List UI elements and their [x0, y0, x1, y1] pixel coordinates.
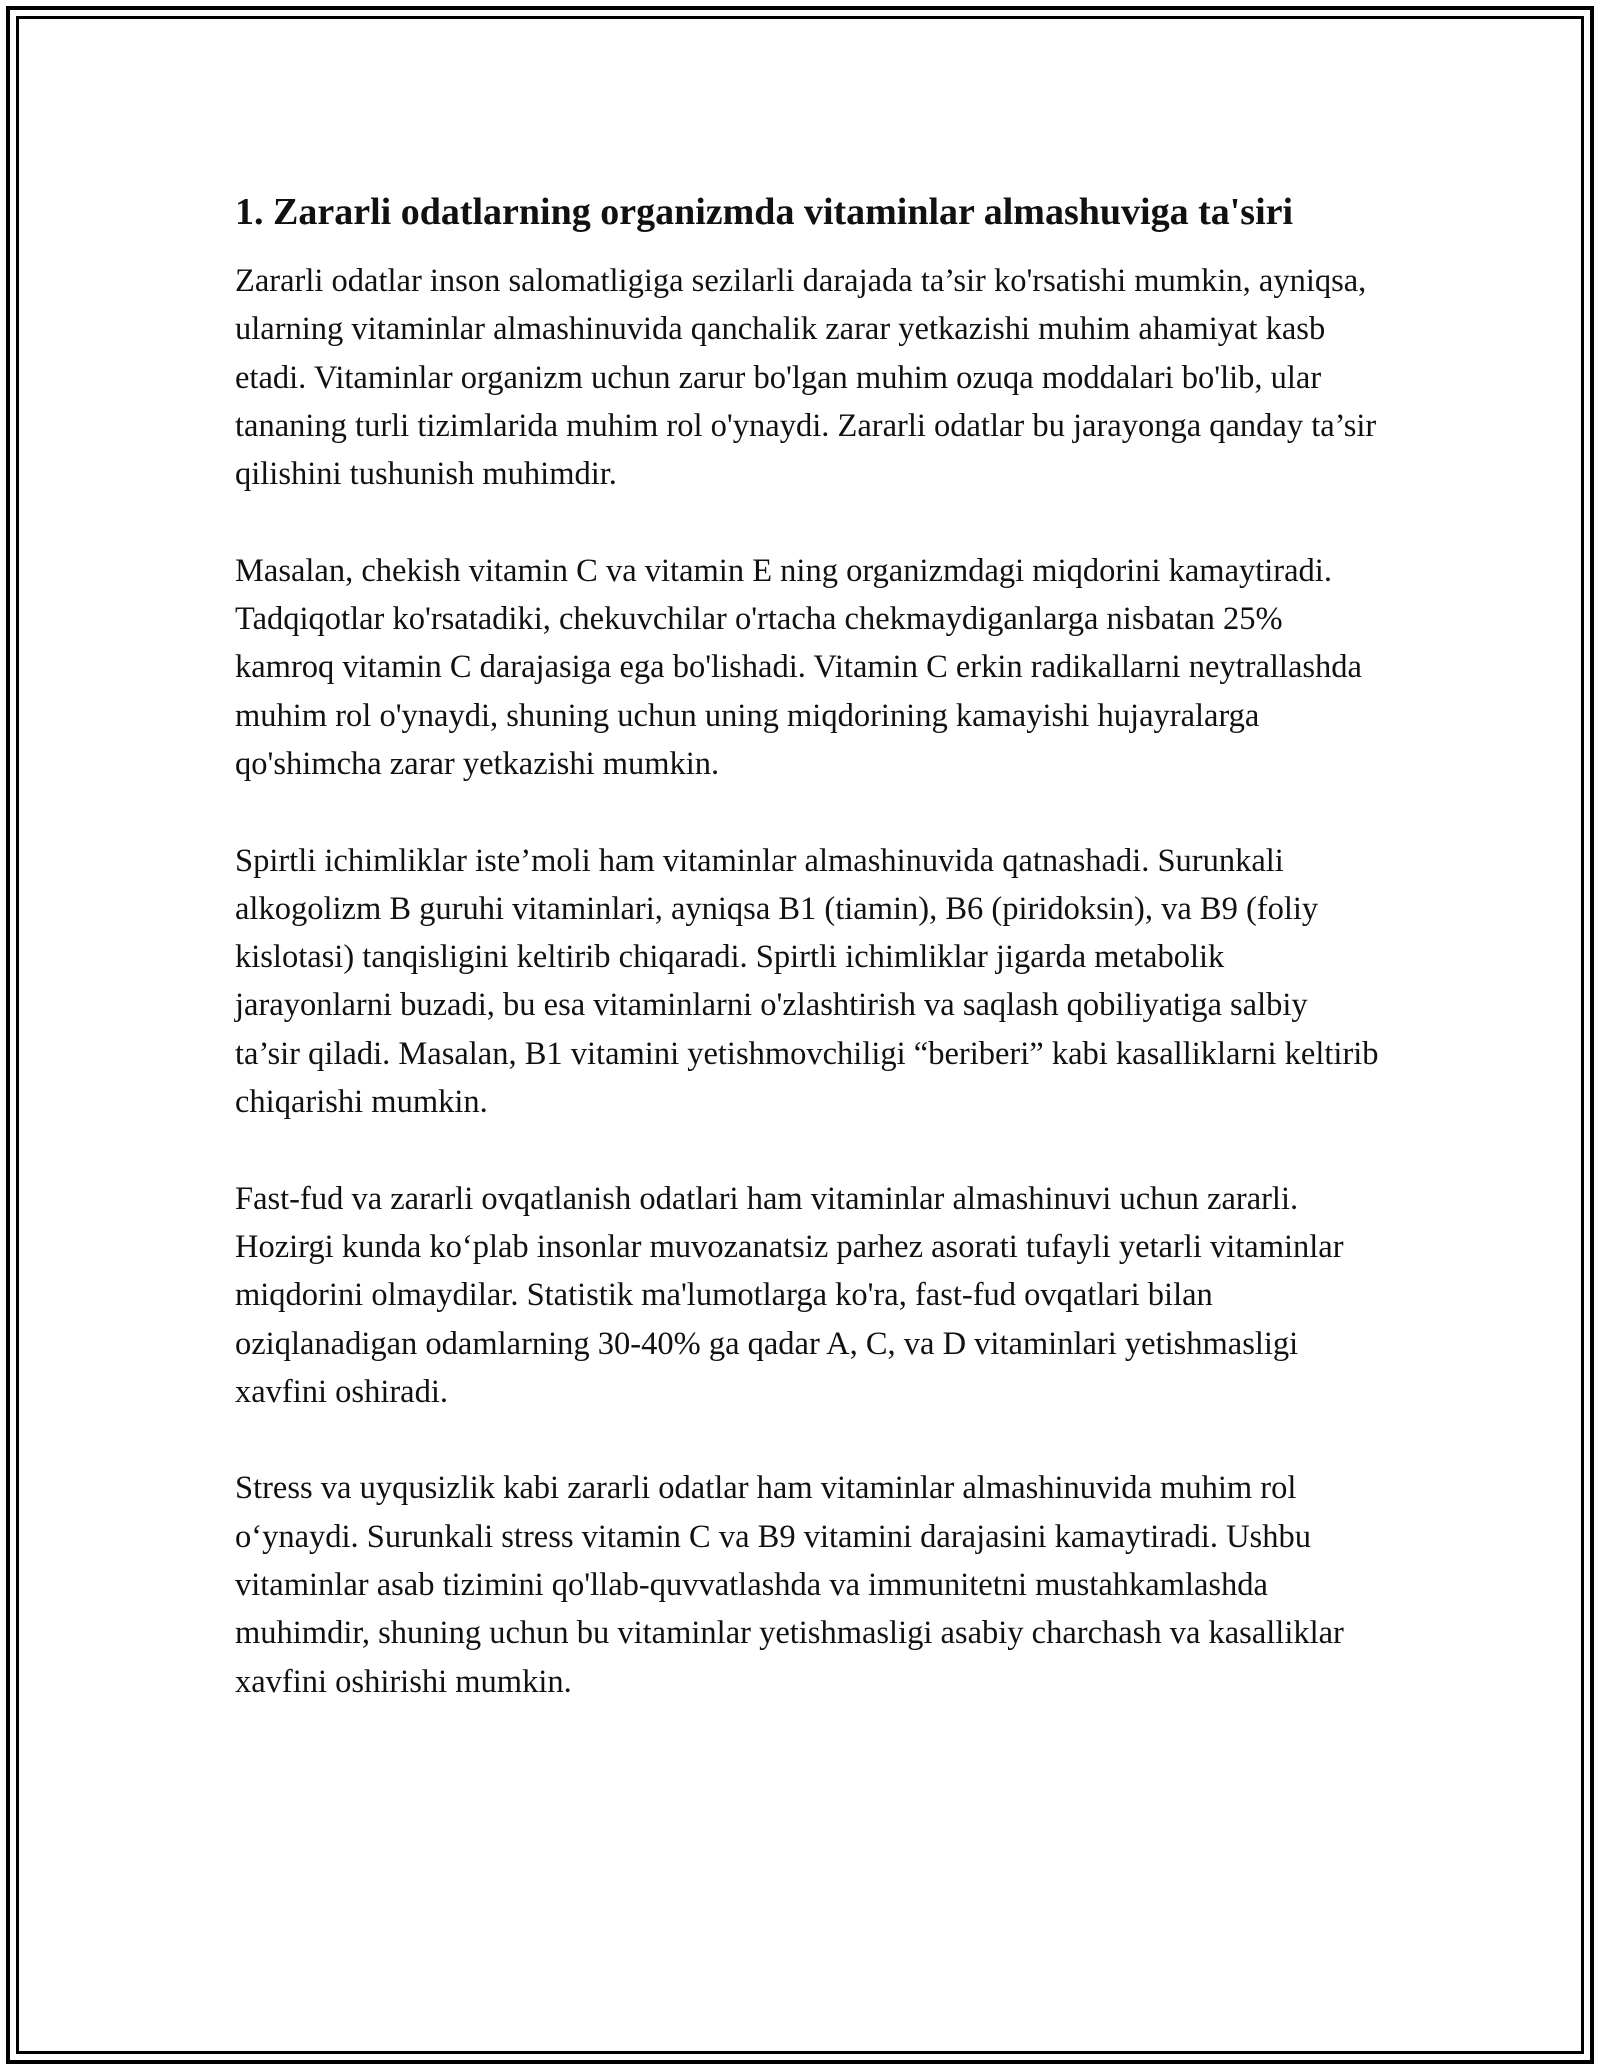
- paragraph-intro: Zararli odatlar inson salomatligiga sezilarli darajada ta’sir ko'rsatishi mumkin, ayniqsa, ularning vitaminlar almashinuvida qanchalik zarar yetkazishi muhim ahamiyat kasb etadi. Vitaminlar organizm uchun zarur bo'lgan muhim ozuqa moddalari bo'lib, ular tananing turli tizimlarida muhim rol o'ynaydi. Zararli odatlar bu jarayonga qanday ta’sir qilishini tushunish muhimdir.: [235, 263, 1377, 493]
- paragraph-alcohol: Spirtli ichimliklar iste’moli ham vitaminlar almashinuvida qatnashadi. Surunkali alkogolizm B guruhi vitaminlari, ayniqsa B1 (tiamin), B6 (piridoksin), va B9 (foliy kislotasi) tanqisligini keltirib chiqaradi. Spirtli ichimliklar jigarda metabolik jarayonlarni buzadi, bu esa vitaminlarni o'zlashtirish va saqlash qobiliyatiga salbiy ta’sir qiladi. Masalan, B1 vitamini yetishmovchiligi “beriberi” kabi kasalliklarni keltirib chiqarishi mumkin.: [235, 842, 1379, 1121]
- document-body: [235, 185, 1380, 1706]
- section-title: 1. Zararli odatlarning organizmda vitaminlar almashuviga ta'siri: [235, 191, 1294, 233]
- paragraph-stress: Stress va uyqusizlik kabi zararli odatlar ham vitaminlar almashinuvida muhim rol o‘ynaydi. Surunkali stress vitamin C va B9 vitamini darajasini kamaytiradi. Ushbu vitaminlar asab tizimini qo'llab-quvvatlashda va immunitetni mustahkamlashda muhimdir, shuning uchun bu vitaminlar yetishmasligi asabiy charchash va kasalliklar xavfini oshirishi mumkin.: [235, 1470, 1344, 1700]
- paragraph-smoking: Masalan, chekish vitamin C va vitamin E ning organizmdagi miqdorini kamaytiradi. Tadqiqotlar ko'rsatadiki, chekuvchilar o'rtacha chekmaydiganlarga nisbatan 25% kamroq vitamin C darajasiga ega bo'lishadi. Vitamin C erkin radikallarni neytrallashda muhim rol o'ynaydi, shuning uchun uning miqdorining kamayishi hujayralarga qo'shimcha zarar yetkazishi mumkin.: [235, 552, 1362, 782]
- paragraph-fast-food: Fast-fud va zararli ovqatlanish odatlari ham vitaminlar almashinuvi uchun zararli. Hozirgi kunda ko‘plab insonlar muvozanatsiz parhez asorati tufayli yetarli vitaminlar miqdorini olmaydilar. Statistik ma'lumotlarga ko'ra, fast-fud ovqatlari bilan oziqlanadigan odamlarning 30-40% ga qadar A, C, va D vitaminlari yetishmasligi xavfini oshiradi.: [235, 1180, 1344, 1410]
